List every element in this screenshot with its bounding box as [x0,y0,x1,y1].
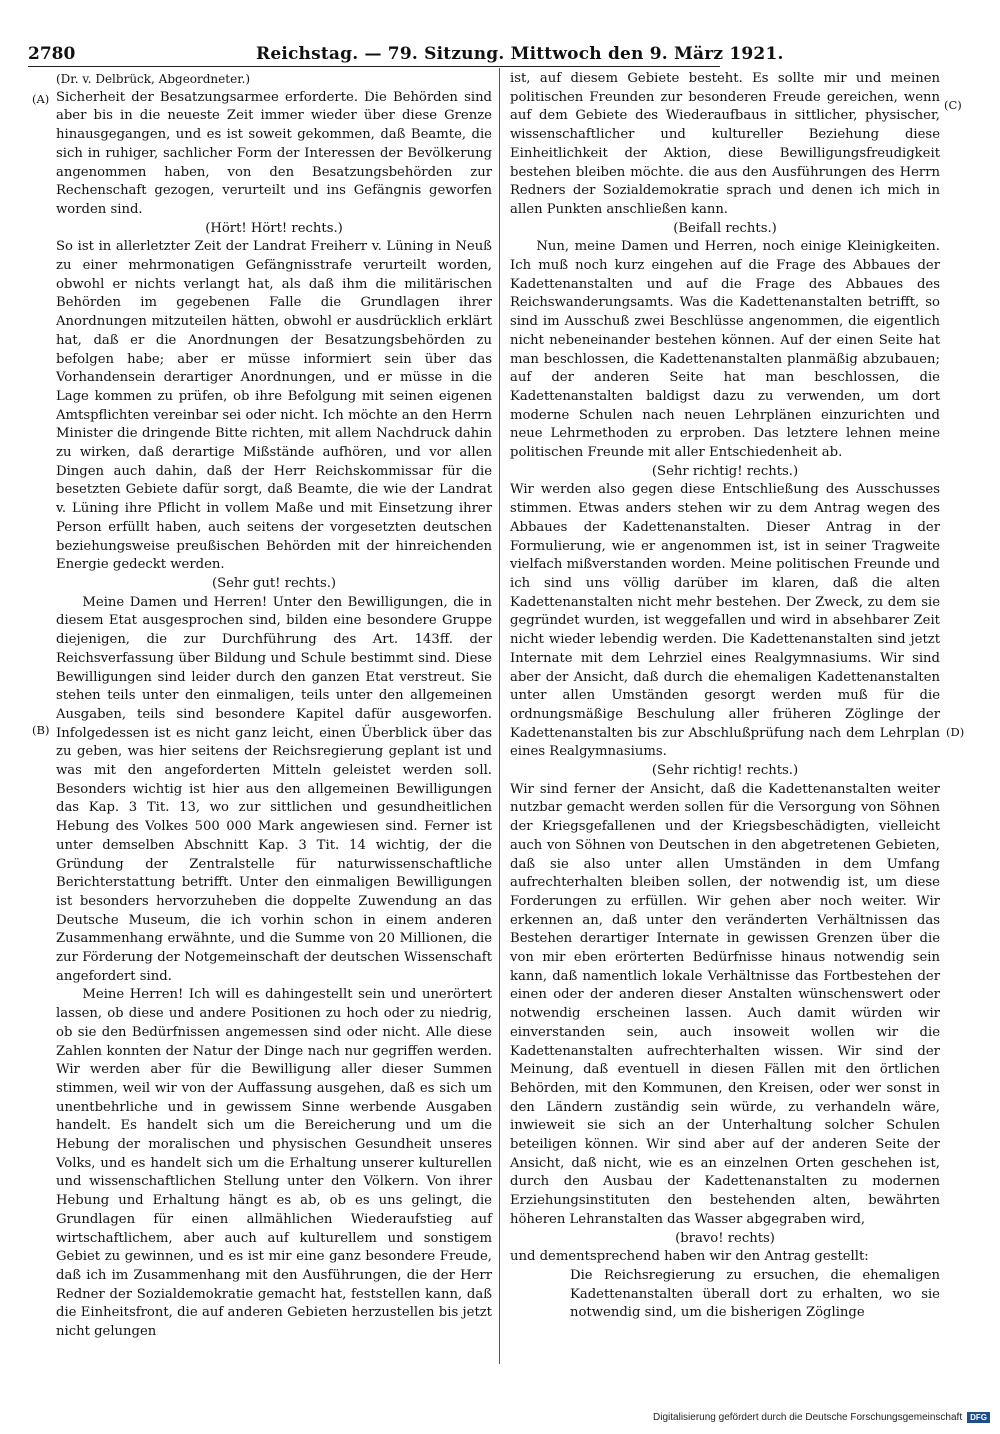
interjection: (Sehr richtig! rechts.) [651,463,799,479]
interjection: (Sehr richtig! rechts.) [651,763,799,779]
page-number: 2780 [28,44,76,64]
margin-marker-c: (C) [944,98,962,112]
header-rule [28,66,720,67]
running-title: Reichstag. — 79. Sitzung. Mittwoch den 9. März 1921. [256,44,784,64]
paragraph: So ist in allerletzter Zeit der Landrat Freiherr v. Lüning in Neuß zu einer mehrmonatigen Gefängnisstrafe verurteilt worden, obwohl er nichts verlangt hat, als daß ihm die militärischen Behörden im gegebenen Falle die Grundlagen ihrer Anordnungen mitzuteilen hätten, obwohl er ausdrücklich erklärt hat, daß er die Anordnungen der Besatzungsbehörden zu befolgen habe; aber er müsse informiert sein über das Vorhandensein derartiger Anordnungen, und er müsse in die Lage kommen zu prüfen, ob ihre Befolgung mit seinen eigenen Amtspflichten vereinbar sei oder nicht. Ich möchte an den Herrn Minister die dringende Bitte richten, mit allem Nachdruck dahin zu wirken, daß derartige Mißstände aufhören, und vor allen Dingen auch dahin, daß der Herr Reichskommissar für die besetzten Gebiete dafür sorgt, daß Beamte, die wie der Landrat v. Lüning ihre Pflicht in vollem Maße und mit Einsetzung ihrer Person erfüllt haben, auch seitens der vorgesetzten deutschen beziehungsweise preußischen Behörden mit der hinreichenden Energie gedeckt werden. [56,239,492,573]
interjection: (bravo! rechts) [675,1230,775,1246]
dfg-logo: DFG [967,1412,990,1423]
speaker-note: (Dr. v. Delbrück, Abgeordneter.) [56,72,251,86]
left-column [56,70,492,1342]
paragraph: Meine Damen und Herren! Unter den Bewilligungen, die in diesem Etat ausgesprochen sind, bilden eine besondere Gruppe diejenigen, die zur Durchführung des Art. 143ff. der Reichsverfassung über Bildung und Schule bestimmt sind. Diese Bewilligungen sind leider durch den ganzen Etat verstreut. Sie stehen teils unter den einmaligen, teils unter den allgemeinen Ausgaben, teils sind besondere Kapitel dafür ausgeworfen. Infolgedessen ist es nicht ganz leicht, einen Überblick über das zu geben, was hier seitens der Reichsregierung geplant ist und was mit den angeforderten Mitteln geleistet werden soll. Besonders wichtig ist hier aus den allgemeinen Bewilligungen das Kap. 3 Tit. 13, wo zur sittlichen und gesundheitlichen Hebung des Volkes 500 000 Mark angewiesen sind. Ferner ist unter demselben Abschnitt Kap. 3 Tit. 14 wichtig, der die Gründung der Zentralstelle für naturwissenschaftliche Berichterstattung betrifft. Unter den einmaligen Bewilligungen ist besonders hervorzuheben die doppelte Zuwendung an das Deutsche Museum, die ich vorhin schon in einem anderen Zusammenhang erwähnte, und die Summe von 20 Millionen, die zur Förderung der Notgemeinschaft der deutschen Wissenschaft angefordert sind. [56,594,492,984]
right-column [510,70,940,1323]
interjection: (Sehr gut! rechts.) [211,575,337,591]
paragraph: ist, auf diesem Gebiete besteht. Es sollte mir und meinen politischen Freunden zur besonderen Freude gereichen, wenn auf dem Gebiete des Wiederaufbaus in sittlicher, physischer, wissenschaftlicher und kultureller Beziehung diese Einheitlichkeit der Aktion, diese Bewilligungsfreudigkeit bestehen bleiben möchte. die aus den Ausführungen des Herrn Redners der Sozialdemokratie sprach und denen ich mich in allen Punkten anschließen kann. [510,71,940,217]
paragraph: Nun, meine Damen und Herren, noch einige Kleinigkeiten. Ich muß noch kurz eingehen auf die Frage des Abbaues der Kadettenanstalten und auf die Frage des Abbaues des Reichswanderungsamts. Was die Kadettenanstalten betrifft, so sind im Ausschuß zwei Beschlüsse angenommen, die eigentlich nicht nebeneinander bestehen können. Auf der einen Seite hat man beschlossen, die Kadettenanstalten planmäßig abzubauen; auf der anderen Seite hat man beschlossen, die Kadettenanstalten baldigst dazu zu verwenden, um dort moderne Schulen nach neuen Lehrplänen einzurichten und neue Lehrmethoden zu erproben. Das letztere lehnen meine politischen Freunde mit aller Entschiedenheit ab. [510,239,940,461]
interjection: (Hört! Hört! rechts.) [205,220,343,236]
paragraph: Wir sind ferner der Ansicht, daß die Kadettenanstalten weiter nutzbar gemacht werden sollen für die Versorgung von Söhnen der Kriegsgefallenen und der Kriegsbeschädigten, vielleicht auch von Söhnen von Deutschen in den abgetretenen Gebieten, daß sie also unter allen Umständen in dem Umfang aufrechterhalten bleiben sollen, der notwendig ist, um diese Forderungen zu erfüllen. Wir gehen aber noch weiter. Wir erkennen an, daß unter den veränderten Verhältnissen das Bestehen derartiger Internate in gewissen Grenzen über die von mir eben erörterten Bedürfnisse hinaus notwendig sein kann, daß namentlich lokale Verhältnisse das Fortbestehen der einen oder der anderen dieser Anstalten wünschenswert oder notwendig erscheinen lassen. Auch damit würden wir einverstanden sein, auch insoweit wollen wir die Kadettenanstalten aufrechterhalten wissen. Wir sind der Meinung, daß eventuell in diesen Fällen mit den örtlichen Behörden, mit den Kommunen, den Kreisen, oder wer sonst in den Ländern zuständig sein würde, zu verhandeln wäre, inwieweit sie sich an der Unterhaltung solcher Schulen beteiligen können. Wir sind aber auf der anderen Seite der Ansicht, daß nicht, wie es an einzelnen Orten geschehen ist, durch den Ausbau der Kadettenanstalten zu modernen Erziehungsinstituten den bestehenden alten, bewährten höheren Lehranstalten das Wasser abgegraben wird, [510,781,940,1227]
paragraph: Sicherheit der Besatzungsarmee erforderte. Die Behörden sind aber bis in die neueste Zeit immer wieder über diese Grenze hinausgegangen, und es ist soweit gekommen, daß Beamte, die sich in ruhiger, sachlicher Form der Interessen der Bevölkerung angenommen haben, von den Besatzungsbehörden zur Rechenschaft gezogen, verurteilt und ins Gefängnis geworfen worden sind. [56,89,492,217]
footer-credit-text: Digitalisierung gefördert durch die Deutsche Forschungsgemeinschaft [653,1412,963,1423]
page-header [28,40,784,68]
margin-marker-a: (A) [32,92,50,106]
motion-quote: Die Reichsregierung zu ersuchen, die ehemaligen Kadettenanstalten überall dort zu erhalten, wo sie notwendig sind, um die bisherigen Zöglinge [570,1268,940,1321]
interjection: (Beifall rechts.) [673,220,777,236]
column-divider [499,68,500,1364]
margin-marker-d: (D) [946,725,965,739]
paragraph: Meine Herren! Ich will es dahingestellt sein und unerörtert lassen, ob diese und andere Positionen zu hoch oder zu niedrig, ob sie den Bedürfnissen angemessen sind oder nicht. Alle diese Zahlen konnten der Natur der Dinge nach nur gegriffen werden. Wir werden aber für die Bewilligung aller dieser Summen stimmen, weil wir von der Auffassung ausgehen, daß es sich um unentbehrliche und in gewissem Sinne werbende Ausgaben handelt. Es handelt sich um die Bereicherung und um die Hebung der moralischen und physischen Gesundheit unseres Volks, und es handelt sich um die Erhaltung unserer kulturellen und wissenschaftlichen Stellung unter den Völkern. Von ihrer Hebung und Erhaltung hängt es ab, ob es uns gelingt, die Grundlagen für einen allmählichen Wiederaufstieg auf wirtschaftlichem, aber auch auf kulturellem und sonstigem Gebiet zu gewinnen, und es ist mir eine ganz besondere Freude, daß ich im Zusammenhang mit den Ausführungen, die der Herr Redner der Sozialdemokratie gemacht hat, feststellen kann, daß die Einheitsfront, die auf anderen Gebieten herzustellen bis jetzt nicht gelungen [56,987,492,1340]
paragraph: und dementsprechend haben wir den Antrag gestellt: [510,1249,869,1265]
footer-credit [653,1412,990,1423]
paragraph: Wir werden also gegen diese Entschließung des Ausschusses stimmen. Etwas anders stehen wir zu dem Antrag wegen des Abbaues der Kadettenanstalten. Dieser Antrag in der Formulierung, wie er angenommen ist, ist in seiner Tragweite vielfach mißverstanden worden. Meine politischen Freunde und ich sind uns völlig darüber im klaren, daß die alten Kadettenanstalten nicht mehr bestehen. Der Zweck, zu dem sie gegründet wurden, ist weggefallen und wird in absehbarer Zeit nicht wieder lebendig werden. Die Kadettenanstalten sind jetzt Internate mit dem Lehrziel eines Realgymnasiums. Wir sind aber der Ansicht, daß durch die ehemaligen Kadettenanstalten unter allen Umständen gesorgt werden muß für die ordnungsmäßige Beschulung aller früheren Zöglinge der Kadettenanstalten bis zur Abschlußprüfung nach dem Lehrplan eines Realgymnasiums. [510,482,940,760]
margin-marker-b: (B) [32,723,50,737]
